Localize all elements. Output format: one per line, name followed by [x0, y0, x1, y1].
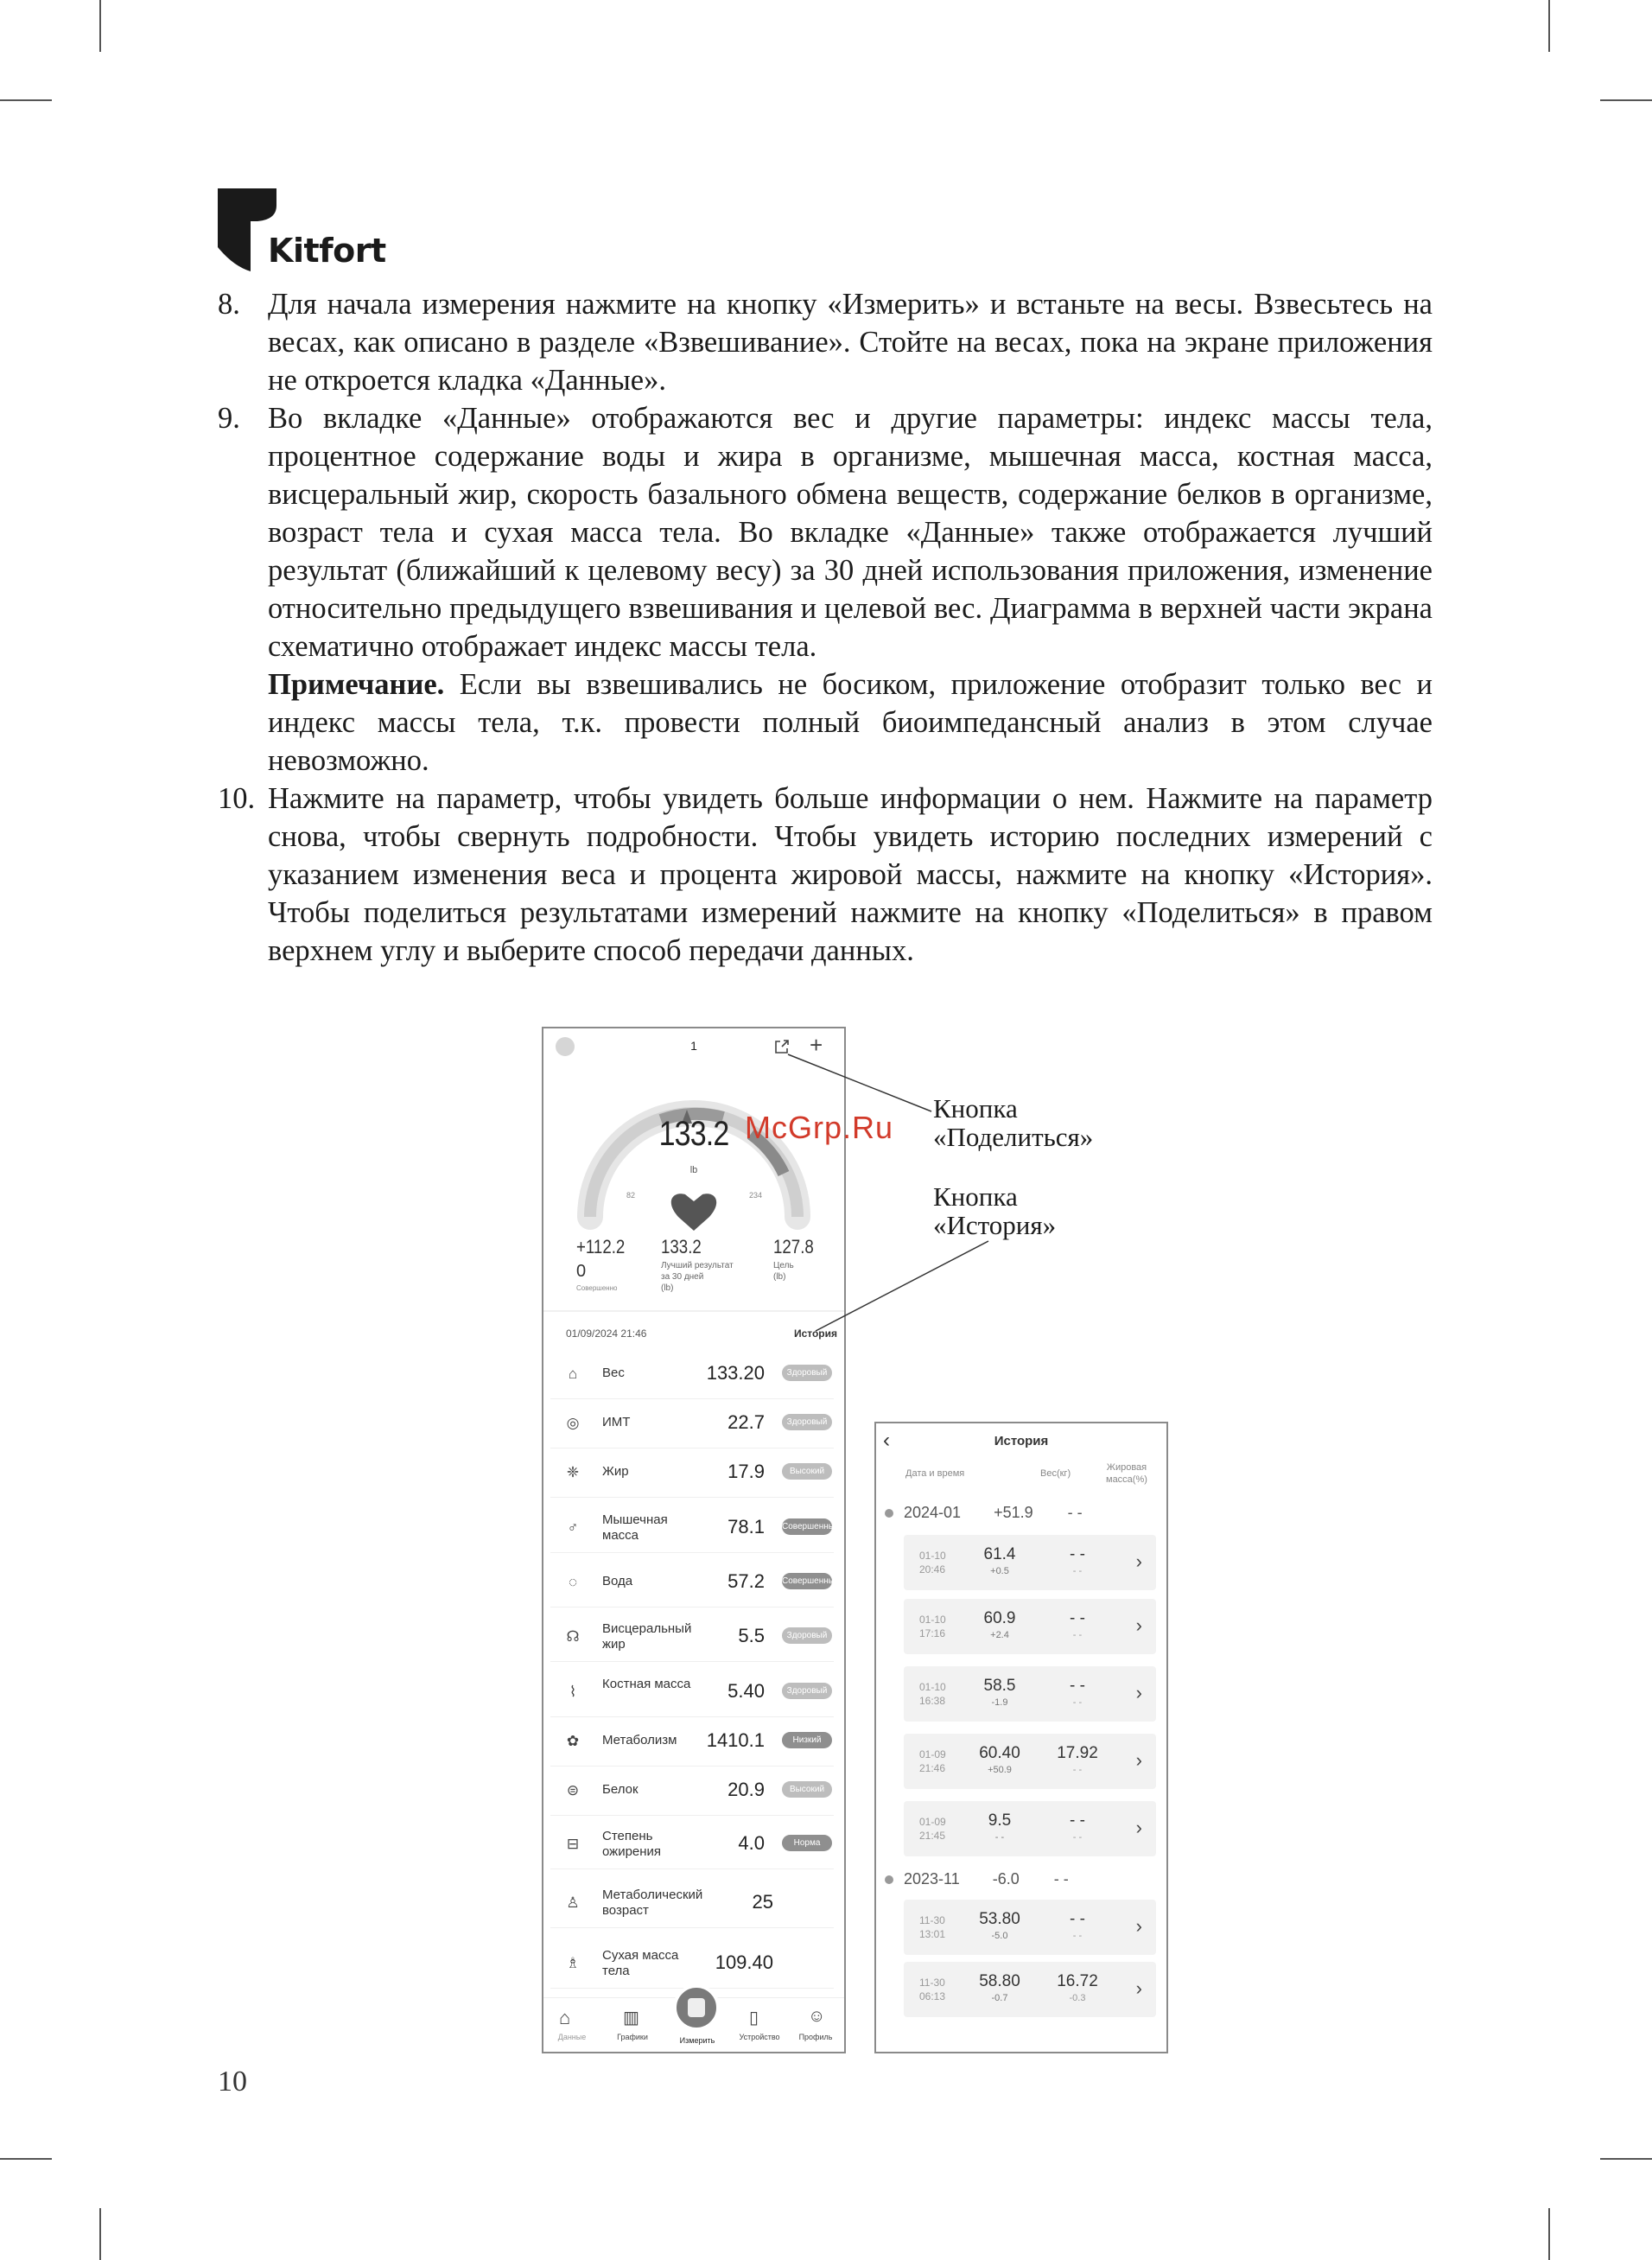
callout-share-line1: Кнопка [933, 1093, 1018, 1124]
device-icon[interactable]: ▯ [749, 2009, 759, 2028]
parameter-icon: ⌇ [569, 1684, 577, 1700]
entry-fat: - - [1070, 1677, 1085, 1695]
parameter-value: 17.9 [728, 1461, 765, 1482]
chevron-right-icon[interactable]: › [1135, 1915, 1142, 1937]
home-icon[interactable]: ⌂ [559, 2007, 571, 2028]
parameter-icon: ♙ [566, 1894, 580, 1911]
chevron-right-icon[interactable]: › [1135, 1817, 1142, 1838]
parameter-icon: ✿ [566, 1733, 580, 1749]
entry-fat: - - [1070, 1609, 1085, 1627]
item-text: Нажмите на параметр, чтобы увидеть больше информации о нем. Нажмите на параметр снова, чтобы свернуть подробности. Чтобы увидеть историю последних измерений с указанием изменения веса и процента жировой массы, нажмите на кнопку «История». Чтобы поделиться результатами измерений нажмите на кнопку «Поделиться» в правом верхнем углу и выберите способ передачи данных. [268, 782, 1433, 967]
status-badge: Здоровый [782, 1627, 832, 1644]
item-number: 9. [218, 402, 240, 435]
stat-best-label-3: (lb) [661, 1283, 674, 1293]
parameter-label: Мышечная масса [602, 1512, 668, 1543]
history-title: История [994, 1434, 1049, 1448]
gauge-max: 234 [749, 1191, 763, 1200]
profile-icon[interactable]: ☺ [808, 2007, 826, 2026]
nav-measure-label[interactable]: Измерить [679, 2036, 715, 2045]
entry-weight: 60.9 [983, 1609, 1016, 1627]
entry-weight-delta: -1.9 [991, 1697, 1008, 1708]
parameter-label: Степень ожирения [602, 1829, 662, 1859]
entry-time: 06:13 [919, 1990, 946, 2002]
nav-profile-label[interactable]: Профиль [798, 2033, 833, 2041]
status-badge: Здоровый [782, 1683, 832, 1699]
entry-weight-delta: -5.0 [991, 1931, 1008, 1941]
item-number: 8. [218, 288, 240, 321]
entry-weight: 61.4 [983, 1545, 1016, 1563]
col-fat-2: масса(%) [1106, 1474, 1147, 1485]
stat-best: 133.2 [661, 1236, 702, 1257]
entry-fat: 16.72 [1057, 1972, 1098, 1990]
chevron-right-icon[interactable]: › [1135, 1682, 1142, 1703]
entry-weight-delta: +50.9 [988, 1765, 1012, 1775]
stat-goal: 127.8 [773, 1236, 814, 1257]
item-text: Во вкладке «Данные» отображаются вес и другие параметры: индекс массы тела, процентное содержание воды и жира в организме, мышечная масса, костная масса, висцеральный жир, скорость базального обмена веществ, содержание белков в организме, возраст тела и сухая масса тела. Во вкладке «Данные» также отображается лучший результат (ближайший к целевому весу) за 30 дней использования приложения, изменение относительно предыдущего взвешивания и целевой вес. Диаграмма в верхней части экрана схематично отображает индекс массы тела. [268, 402, 1433, 663]
entry-date: 01-09 [919, 1748, 946, 1760]
entry-fat-delta: - - [1072, 1566, 1083, 1576]
status-badge: Здоровый [782, 1365, 832, 1381]
chart-icon[interactable]: ▥ [623, 2009, 639, 2028]
stat-change-sub: 0 [576, 1262, 587, 1281]
plus-icon[interactable]: + [810, 1032, 823, 1058]
status-badge: Совершенный [782, 1573, 832, 1589]
note-label: Примечание. [268, 668, 445, 701]
parameter-value: 57.2 [728, 1570, 765, 1592]
entry-time: 17:16 [919, 1627, 946, 1639]
stat-best-label-1: Лучший результат [661, 1261, 734, 1270]
parameter-icon: ⊜ [566, 1782, 580, 1798]
entry-time: 16:38 [919, 1695, 946, 1707]
parameter-value: 5.5 [738, 1625, 765, 1646]
entry-weight: 58.80 [979, 1972, 1020, 1990]
callout-share-line2: «Поделиться» [933, 1122, 1094, 1152]
month-fat: - - [1067, 1504, 1083, 1521]
weight-unit: lb [689, 1165, 698, 1175]
parameter-label: Жир [602, 1464, 629, 1479]
entry-date: 01-09 [919, 1816, 946, 1828]
entry-weight-delta: +0.5 [990, 1566, 1009, 1576]
col-fat-1: Жировая [1106, 1462, 1147, 1473]
entry-fat-delta: - - [1072, 1765, 1083, 1775]
weight-value: 133.2 [658, 1115, 729, 1153]
brand-name: Kitfort [268, 232, 386, 270]
parameter-icon: ⌂ [568, 1366, 578, 1382]
status-badge: Норма [782, 1835, 832, 1851]
profile-number: 1 [690, 1039, 697, 1053]
entry-date: 01-10 [919, 1614, 946, 1626]
entry-time: 21:46 [919, 1762, 946, 1774]
entry-fat-delta: - - [1072, 1931, 1083, 1941]
col-weight: Вес(кг) [1040, 1468, 1071, 1479]
note-text: Если вы взвешивались не босиком, приложение отобразит только вес и индекс массы тела, т.к. провести полный биоимпедансный анализ в этом случае невозможно. [268, 668, 1433, 777]
parameter-icon: ❈ [566, 1464, 580, 1480]
parameter-value: 25 [752, 1891, 773, 1913]
parameter-icon: ⊟ [566, 1836, 580, 1852]
entry-weight-delta: - - [994, 1832, 1005, 1843]
parameter-label: Белок [602, 1782, 639, 1797]
status-badge: Высокий [782, 1463, 832, 1480]
parameter-label: Сухая масса тела [602, 1948, 679, 1978]
entry-fat-delta: - - [1072, 1832, 1083, 1843]
parameter-value: 20.9 [728, 1779, 765, 1800]
entry-fat: 17.92 [1057, 1744, 1098, 1762]
chevron-right-icon[interactable]: › [1135, 1749, 1142, 1771]
status-badge: Высокий [782, 1781, 832, 1798]
col-date: Дата и время [905, 1468, 965, 1479]
parameter-label: Метаболизм [602, 1733, 677, 1748]
nav-data-label[interactable]: Данные [557, 2033, 587, 2041]
parameter-value: 5.40 [728, 1680, 765, 1702]
stat-best-label-2: за 30 дней [661, 1272, 704, 1282]
parameter-icon: ◎ [566, 1415, 580, 1431]
chevron-right-icon[interactable]: › [1135, 1977, 1142, 1999]
entry-weight: 60.40 [979, 1744, 1020, 1762]
entry-date: 01-10 [919, 1681, 946, 1693]
callout-history [933, 1182, 1056, 1239]
entry-weight: 58.5 [983, 1677, 1016, 1695]
history-button[interactable]: История [793, 1327, 837, 1340]
entry-fat: - - [1070, 1545, 1085, 1563]
entry-time: 13:01 [919, 1928, 946, 1940]
entry-fat-delta: - - [1072, 1697, 1083, 1708]
gauge-min: 82 [626, 1191, 636, 1200]
month-delta: -6.0 [992, 1870, 1020, 1888]
parameter-value: 109.40 [715, 1951, 773, 1973]
callout-history-line1: Кнопка [933, 1181, 1018, 1212]
parameter-value: 133.20 [706, 1362, 765, 1384]
parameter-icon: ☊ [566, 1628, 580, 1645]
chevron-right-icon[interactable]: › [1135, 1550, 1142, 1572]
callout-history-line2: «История» [933, 1210, 1057, 1240]
status-badge: Низкий [782, 1732, 832, 1748]
measurement-datetime: 01/09/2024 21:46 [566, 1327, 647, 1340]
parameter-label: Костная масса [602, 1677, 691, 1691]
month-fat: - - [1053, 1870, 1069, 1888]
entry-date: 01-10 [919, 1550, 946, 1562]
stat-change-label: Совершенно [576, 1284, 618, 1292]
entry-weight-delta: +2.4 [990, 1630, 1009, 1640]
chevron-right-icon[interactable]: › [1135, 1614, 1142, 1636]
back-icon[interactable]: ‹ [883, 1429, 890, 1452]
month-name: 2024-01 [904, 1504, 962, 1521]
month-name: 2023-11 [904, 1870, 960, 1888]
stat-goal-label-1: Цель [773, 1261, 794, 1270]
entry-weight: 9.5 [988, 1811, 1012, 1830]
watermark: McGrp.Ru [745, 1110, 894, 1145]
item-text: Для начала измерения нажмите на кнопку «Измерить» и встаньте на весы. Взвесьтесь на весах, как описано в разделе «Взвешивание». Стойте на весах, пока на экране приложения не откроется кладка «Данные». [268, 288, 1433, 397]
parameter-label: Метаболический возраст [602, 1888, 703, 1918]
parameter-label: Вода [602, 1574, 633, 1588]
page-number: 10 [218, 2066, 247, 2098]
parameter-label: Вес [602, 1366, 625, 1380]
month-delta: +51.9 [994, 1504, 1033, 1521]
entry-weight: 53.80 [979, 1910, 1020, 1928]
entry-date: 11-30 [919, 1977, 945, 1989]
entry-fat-delta: - - [1072, 1630, 1083, 1640]
status-badge: Совершенный [782, 1518, 832, 1535]
callout-share [933, 1094, 1093, 1151]
entry-fat: - - [1070, 1910, 1085, 1928]
entry-fat: - - [1070, 1811, 1085, 1830]
parameter-icon: ♂ [567, 1519, 579, 1536]
parameter-label: ИМТ [602, 1415, 631, 1429]
nav-device-label[interactable]: Устройство [739, 2033, 780, 2041]
entry-time: 21:45 [919, 1830, 946, 1842]
parameter-label: Висцеральный жир [602, 1621, 692, 1652]
parameter-icon: ◌ [568, 1574, 578, 1590]
entry-fat-delta: -0.3 [1069, 1993, 1086, 2003]
parameter-value: 22.7 [728, 1411, 765, 1433]
stat-goal-label-2: (lb) [773, 1272, 786, 1282]
stat-change: +112.2 [576, 1236, 626, 1257]
entry-time: 20:46 [919, 1563, 946, 1576]
parameter-value: 1410.1 [706, 1729, 765, 1751]
parameter-icon: ♗ [566, 1955, 580, 1971]
item-number: 10. [218, 782, 256, 815]
parameter-value: 4.0 [738, 1832, 765, 1854]
entry-date: 11-30 [919, 1914, 945, 1926]
entry-weight-delta: -0.7 [991, 1993, 1008, 2003]
nav-charts-label[interactable]: Графики [617, 2033, 648, 2041]
status-badge: Здоровый [782, 1414, 832, 1430]
parameter-value: 78.1 [728, 1516, 765, 1537]
